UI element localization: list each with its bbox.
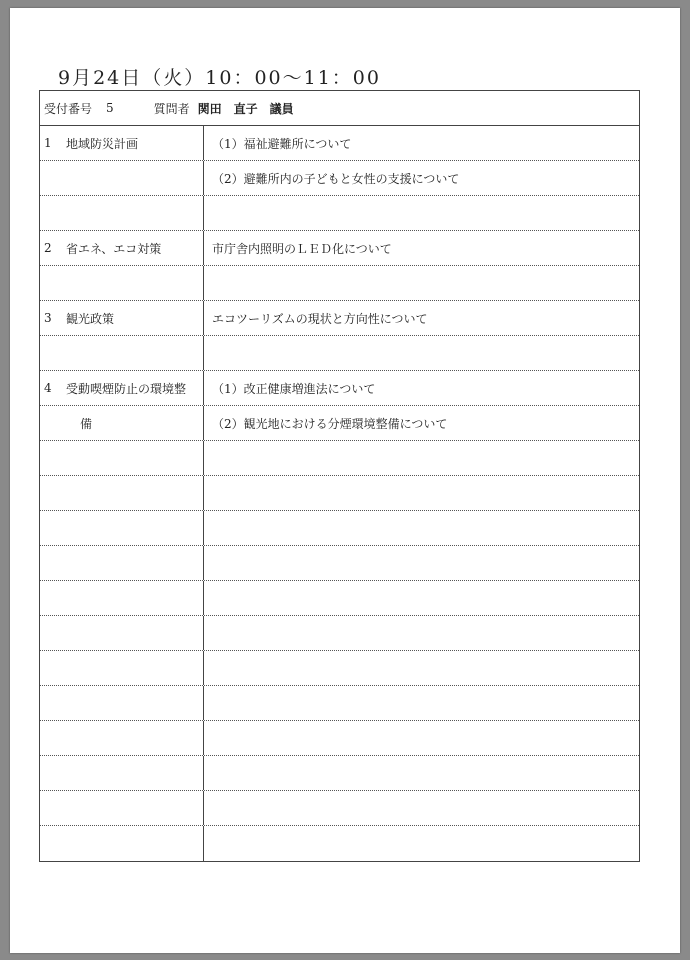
topic-cell	[40, 406, 204, 440]
table-body	[40, 126, 639, 861]
topic-cell	[40, 301, 204, 335]
schedule-heading: 9月24日（火）10：00～11：00	[58, 67, 381, 89]
topic-cell	[40, 231, 204, 265]
table-row	[40, 161, 639, 196]
reception-number: 5	[106, 101, 114, 115]
detail-cell	[204, 686, 639, 720]
questioner-name: 関田 直子 議員	[197, 101, 294, 116]
topic-cell	[40, 721, 204, 755]
document-page	[10, 8, 680, 953]
topic-cell	[40, 336, 204, 370]
detail-cell	[204, 791, 639, 825]
topic-cell	[40, 266, 204, 300]
topic-cell	[40, 476, 204, 510]
detail-cell	[204, 336, 639, 370]
table-row	[40, 476, 639, 511]
table-row	[40, 231, 639, 266]
detail-cell: （1）福祉避難所について	[212, 136, 352, 151]
table-row	[40, 196, 639, 231]
detail-cell: （2）避難所内の子どもと女性の支援について	[212, 171, 460, 186]
topic-cell	[40, 756, 204, 790]
topic-number: 2	[44, 241, 52, 255]
topic-cell	[40, 581, 204, 615]
table-row	[40, 371, 639, 406]
topic-title: 受動喫煙防止の環境整	[66, 381, 187, 396]
detail-cell	[204, 721, 639, 755]
table-row	[40, 301, 639, 336]
topic-title: 地域防災計画	[66, 136, 139, 151]
table-row	[40, 581, 639, 616]
topic-title: 備	[80, 416, 93, 431]
detail-cell	[204, 476, 639, 510]
topic-title: 省エネ、エコ対策	[66, 241, 162, 256]
topic-cell	[40, 826, 204, 861]
detail-cell	[204, 266, 639, 300]
detail-cell: （2）観光地における分煙環境整備について	[212, 416, 448, 431]
topic-title: 観光政策	[66, 311, 115, 326]
table-row	[40, 266, 639, 301]
table-row	[40, 721, 639, 756]
topic-cell	[40, 651, 204, 685]
table-row	[40, 756, 639, 791]
topic-cell	[40, 161, 204, 195]
questioner-label: 質問者	[153, 101, 190, 116]
table-row	[40, 826, 639, 861]
table-row	[40, 406, 639, 441]
reception-number-label: 受付番号	[44, 101, 93, 116]
table-row	[40, 126, 639, 161]
table-header-row	[40, 91, 639, 126]
topic-cell	[40, 546, 204, 580]
table-row	[40, 616, 639, 651]
detail-cell	[204, 616, 639, 650]
detail-cell: 市庁舎内照明のＬＥＤ化について	[212, 241, 392, 256]
detail-cell: エコツーリズムの現状と方向性について	[212, 311, 428, 326]
detail-cell	[204, 581, 639, 615]
topic-cell	[40, 616, 204, 650]
topic-number: 1	[44, 136, 52, 150]
table-row	[40, 511, 639, 546]
detail-cell	[204, 826, 639, 861]
topic-cell	[40, 196, 204, 230]
topic-cell	[40, 441, 204, 475]
topic-number: 4	[44, 381, 52, 395]
topic-number: 3	[44, 311, 52, 325]
topic-cell	[40, 371, 204, 405]
topic-cell	[40, 511, 204, 545]
detail-cell	[204, 651, 639, 685]
table-row	[40, 336, 639, 371]
topic-cell	[40, 791, 204, 825]
table-row	[40, 441, 639, 476]
table-row	[40, 791, 639, 826]
detail-cell	[204, 756, 639, 790]
detail-cell	[204, 441, 639, 475]
detail-cell	[204, 196, 639, 230]
table-row	[40, 686, 639, 721]
question-table	[39, 90, 640, 862]
table-row	[40, 546, 639, 581]
detail-cell: （1）改正健康増進法について	[212, 381, 376, 396]
topic-cell	[40, 686, 204, 720]
topic-cell	[40, 126, 204, 160]
table-row	[40, 651, 639, 686]
detail-cell	[204, 511, 639, 545]
detail-cell	[204, 546, 639, 580]
